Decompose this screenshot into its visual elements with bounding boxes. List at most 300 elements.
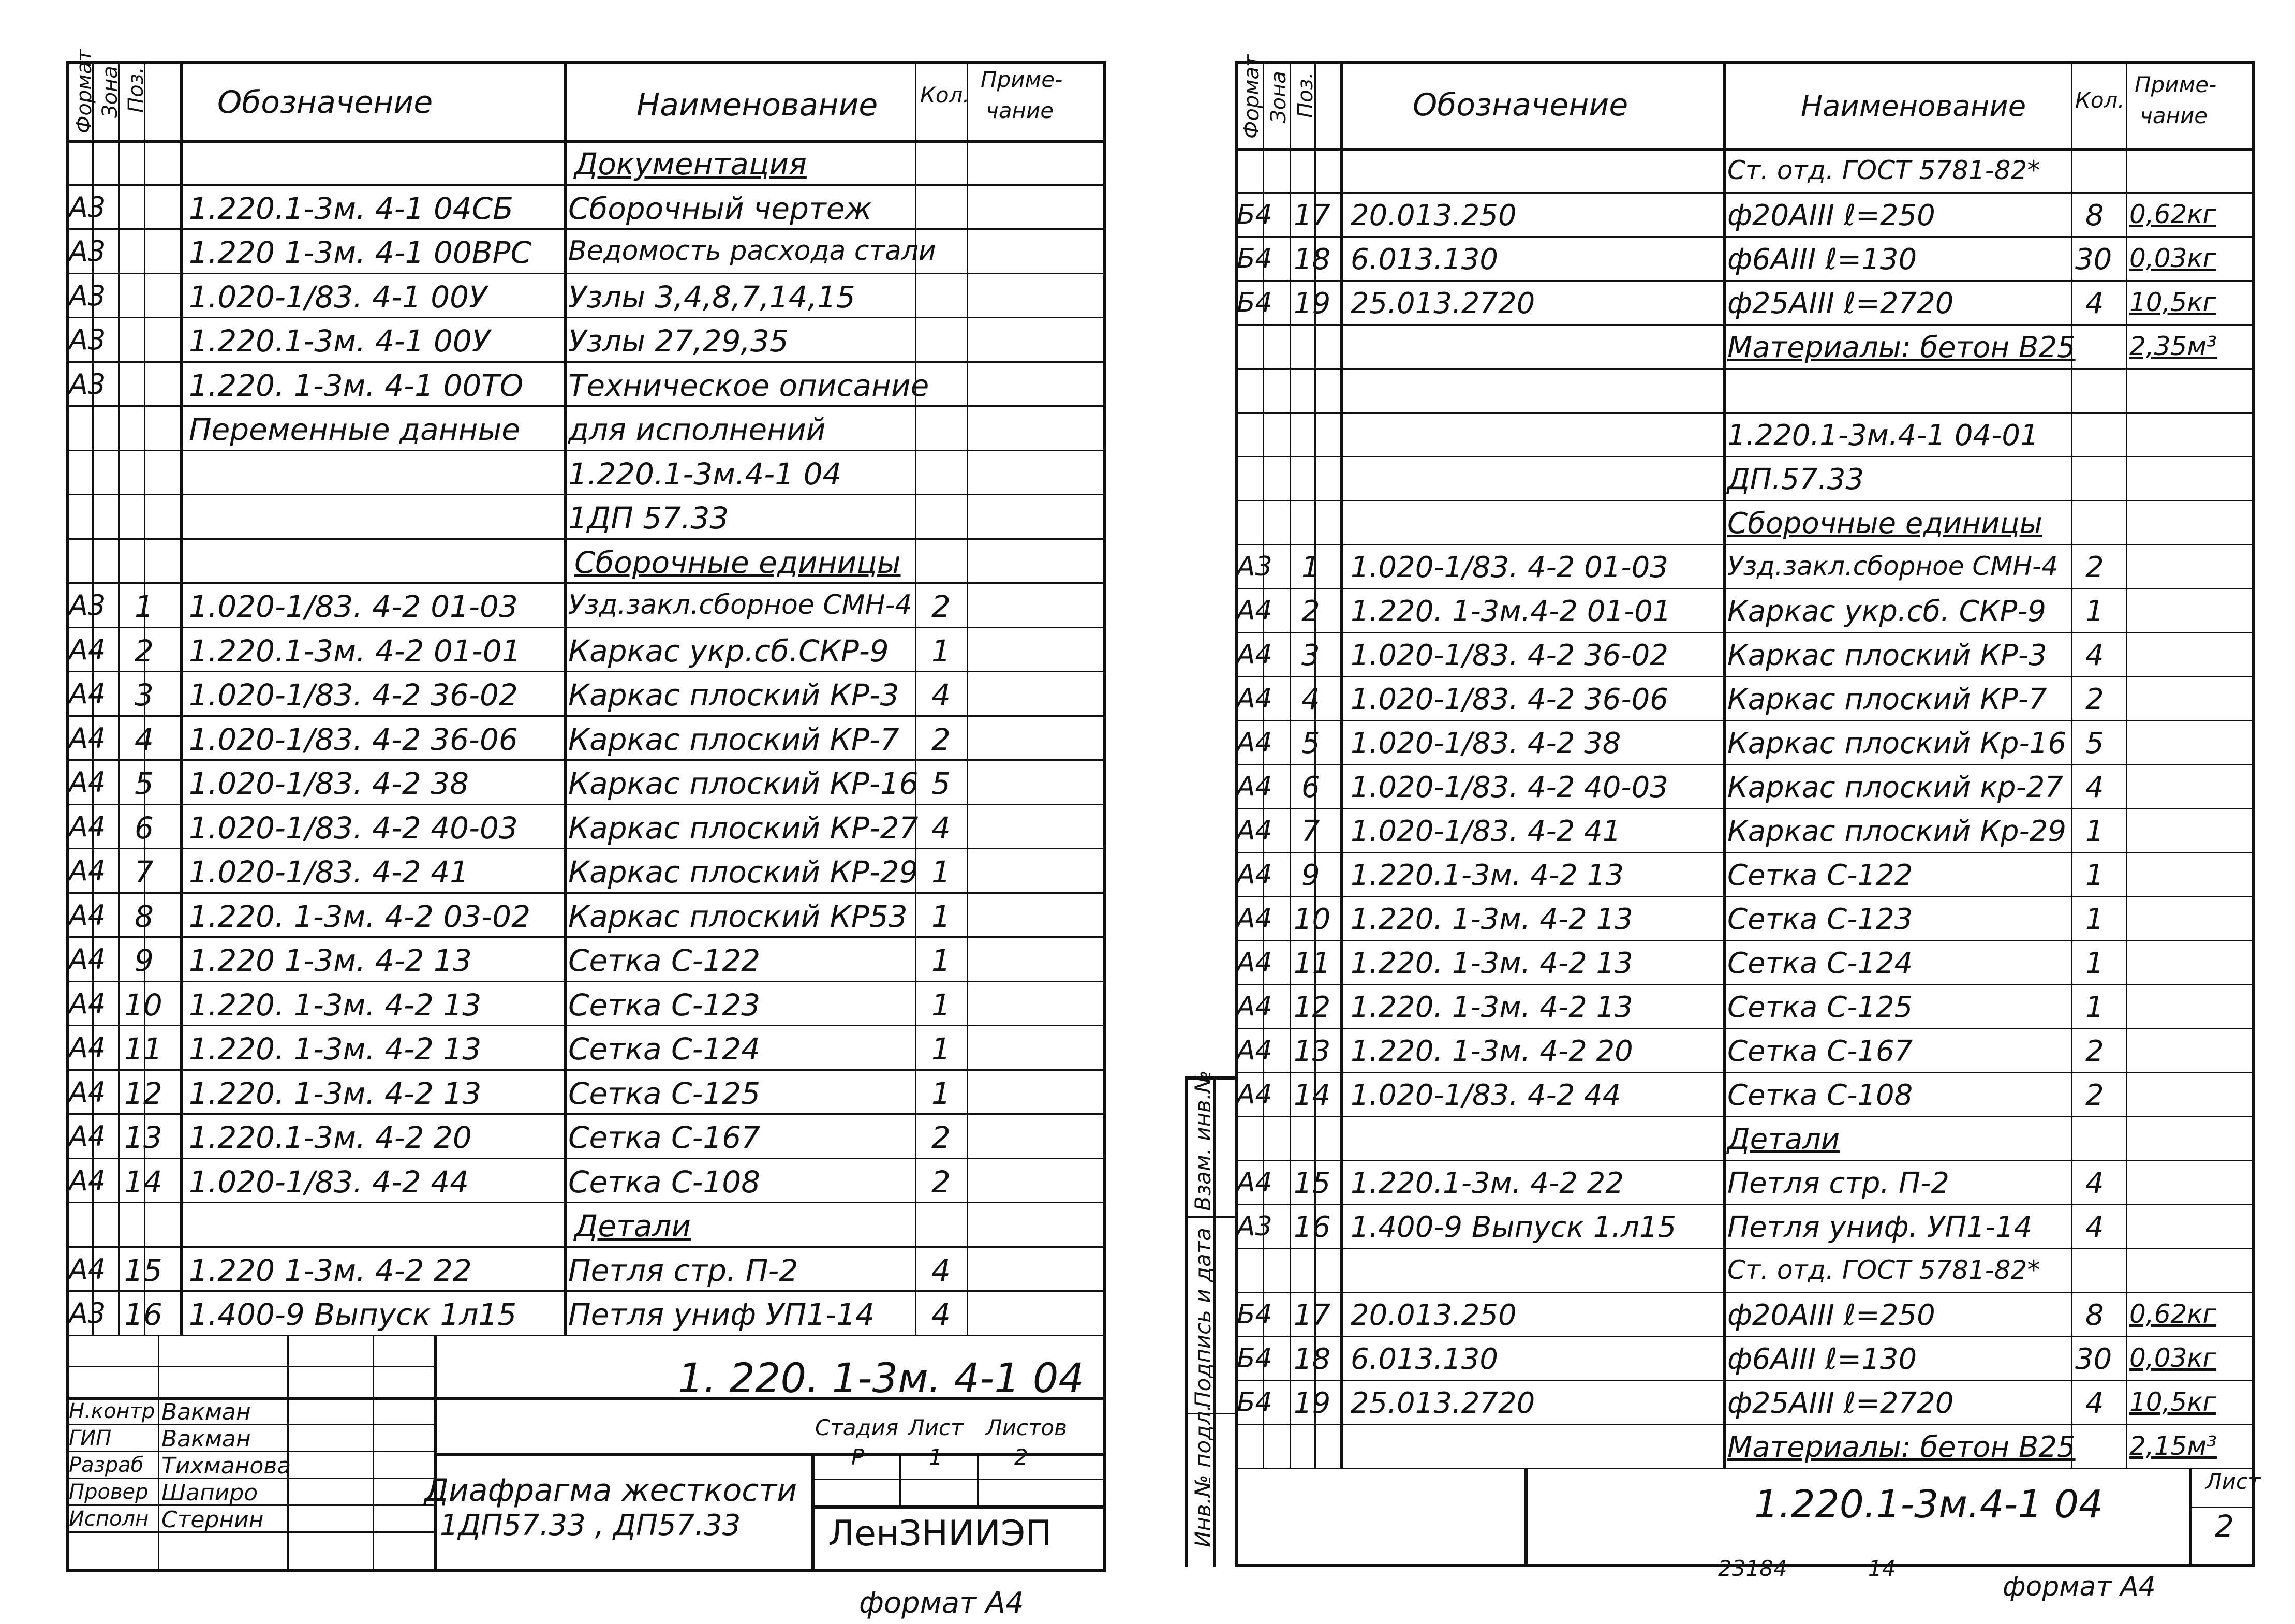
cell-name: Сетка С-108 (568, 1164, 761, 1200)
row-line (66, 1158, 1106, 1159)
cell-pos: 10 (124, 987, 162, 1023)
row-line (1235, 324, 2255, 326)
row-line (1235, 1116, 2255, 1117)
row-line (66, 1025, 1106, 1026)
left-footer-format: формат А4 (859, 1586, 1024, 1620)
cell-format: А4 (1237, 1167, 1272, 1198)
cell-qty: 2 (931, 1164, 951, 1200)
cell-name: Узд.закл.сборное СМН-4 (1727, 551, 2058, 581)
cell-name: Петля стр. П-2 (568, 1252, 798, 1288)
header-zone: Зона (98, 66, 122, 118)
row-line (66, 450, 1106, 451)
cell-pos: 11 (124, 1031, 162, 1067)
stamp-role: ГИП (69, 1426, 112, 1450)
row-line (1235, 632, 2255, 633)
cell-name: Узд.закл.сборное СМН-4 (568, 589, 912, 621)
cell-qty: 2 (2085, 683, 2104, 716)
row-line (66, 892, 1106, 894)
cell-name: ф6АIII ℓ=130 (1727, 1342, 1917, 1376)
cell-format: А3 (69, 367, 106, 401)
cell-qty: 4 (931, 1297, 951, 1332)
sidebar-line (1185, 1216, 1235, 1218)
row-line (1235, 720, 2255, 721)
cell-designation: 25.013.2720 (1351, 1386, 1535, 1420)
cell-designation: 1.020-1/83. 4-1 00У (189, 279, 487, 315)
cell-pos: 14 (1294, 1079, 1331, 1112)
cell-designation: 1.020-1/83. 4-2 01-03 (189, 589, 518, 624)
cell-pos: 12 (1294, 991, 1331, 1024)
row-line (66, 538, 1106, 540)
cell-name: ф20АIII ℓ=250 (1727, 1298, 1935, 1332)
cell-pos: 14 (124, 1164, 162, 1200)
left-stamp-org: ЛенЗНИИЭП (828, 1513, 1052, 1554)
cell-pos: 15 (124, 1252, 162, 1288)
cell-note: 10,5кг (2129, 1387, 2216, 1417)
cell-name: Каркас плоский КР-7 (1727, 683, 2047, 716)
cell-note: 10,5кг (2129, 287, 2216, 317)
cell-pos: 5 (1301, 727, 1320, 760)
cell-qty: 1 (2085, 903, 2104, 936)
row-line (66, 848, 1106, 849)
cell-designation: 1.220. 1-3м. 4-2 13 (1351, 991, 1633, 1024)
row-line (66, 627, 1106, 628)
header-note: Приме- (981, 67, 1063, 92)
header-note-2: чание (986, 98, 1054, 123)
row-line (66, 1246, 1106, 1248)
header-qty: Кол. (2075, 87, 2125, 113)
cell-designation: 1.400-9 Выпуск 1.л15 (1351, 1210, 1677, 1244)
row-line (66, 228, 1106, 230)
stamp-line (2189, 1507, 2255, 1508)
row-line (1235, 984, 2255, 985)
cell-designation: Переменные данные (189, 412, 520, 447)
cell-designation: 6.013.130 (1351, 243, 1499, 276)
cell-name: Каркас плоский КР-3 (1727, 639, 2047, 672)
row-line (66, 405, 1106, 407)
header-qty: Кол. (920, 82, 970, 108)
cell-name: Сетка С-108 (1727, 1079, 1913, 1112)
cell-format: А4 (69, 766, 106, 799)
cell-format: А4 (1237, 727, 1272, 758)
cell-name: Сетка С-122 (568, 943, 761, 978)
cell-designation: 20.013.250 (1351, 1298, 1517, 1332)
cell-format: А4 (69, 677, 106, 710)
cell-qty: 30 (2075, 1342, 2112, 1376)
cell-qty: 1 (931, 987, 951, 1023)
cell-format: А3 (69, 1297, 106, 1330)
cell-name: Сетка С-125 (1727, 991, 1913, 1024)
cell-qty: 4 (2085, 1167, 2104, 1200)
cell-pos: 15 (1294, 1167, 1331, 1200)
stamp-sheet: 1 (929, 1444, 943, 1470)
cell-qty: 2 (931, 589, 951, 624)
right-footer-format: формат А4 (2003, 1571, 2156, 1602)
stamp-stage-header: Стадия (815, 1415, 899, 1440)
cell-format: А4 (1237, 639, 1272, 670)
cell-format: А4 (69, 854, 106, 887)
cell-designation: 1.220 1-3м. 4-1 00ВРС (189, 235, 532, 270)
cell-qty: 8 (2085, 1298, 2104, 1332)
stamp-role: Провер (69, 1480, 149, 1504)
row-line (1235, 1380, 2255, 1381)
cell-designation: 20.013.250 (1351, 199, 1517, 232)
cell-name: Каркас плоский КР-3 (568, 677, 899, 713)
row-line (1235, 940, 2255, 941)
cell-qty: 4 (2085, 639, 2104, 672)
cell-designation: 1.020-1/83. 4-2 40-03 (189, 810, 518, 846)
cell-designation: 1.020-1/83. 4-2 41 (1351, 815, 1621, 848)
cell-format: А4 (69, 1120, 106, 1153)
cell-name: Петля униф. УП1-14 (1727, 1210, 2033, 1244)
cell-designation: 1.220.1-3м. 4-2 20 (189, 1120, 472, 1155)
cell-qty: 2 (2085, 1035, 2104, 1068)
cell-designation: 1.020-1/83. 4-2 01-03 (1351, 551, 1668, 584)
cell-format: Б4 (1237, 1387, 1272, 1418)
cell-pos: 2 (135, 633, 154, 669)
left-stamp-code: 1. 220. 1-3м. 4-1 04 (678, 1355, 1084, 1402)
cell-name: Детали (574, 1208, 691, 1244)
right-footer-num: 23184 (1718, 1556, 1787, 1581)
cell-name: Каркас плоский кр-27 (1727, 771, 2064, 804)
cell-note: 0,62кг (2129, 199, 2216, 229)
cell-designation: 1.220. 1-3м. 4-2 03-02 (189, 898, 530, 934)
header-line (1235, 148, 2255, 151)
row-line (1235, 1160, 2255, 1161)
cell-name: Сетка С-167 (568, 1120, 761, 1155)
cell-qty: 2 (2085, 551, 2104, 584)
cell-name: ф20АIII ℓ=250 (1727, 199, 1935, 232)
cell-name: 1ДП 57.33 (568, 500, 729, 536)
cell-format: А4 (1237, 683, 1272, 714)
row-line (1235, 500, 2255, 501)
cell-name: Техническое описание (568, 367, 929, 403)
stamp-line (977, 1453, 979, 1505)
stamp-name: Тихманова (161, 1452, 291, 1479)
cell-note: 0,62кг (2129, 1299, 2216, 1329)
cell-format: А4 (69, 810, 106, 843)
cell-name: Каркас укр.сб. СКР-9 (1727, 595, 2047, 628)
cell-name: ф25АIII ℓ=2720 (1727, 1386, 1954, 1420)
cell-format: А4 (69, 1252, 106, 1286)
header-note: Приме- (2135, 72, 2217, 97)
stamp-line (434, 1453, 1106, 1456)
stamp-line (899, 1453, 901, 1505)
cell-pos: 18 (1294, 1342, 1331, 1376)
cell-format: А4 (1237, 859, 1272, 890)
cell-pos: 11 (1294, 947, 1331, 980)
cell-pos: 12 (124, 1075, 162, 1111)
cell-pos: 6 (135, 810, 154, 846)
row-line (1235, 1468, 2255, 1469)
cell-designation: 1.020-1/83. 4-2 38 (189, 766, 469, 801)
row-line (66, 671, 1106, 672)
cell-designation: 1.220. 1-3м. 4-2 13 (189, 987, 482, 1023)
cell-qty: 4 (931, 677, 951, 713)
cell-pos: 6 (1301, 771, 1320, 804)
col-line (564, 61, 567, 1335)
cell-qty: 1 (2085, 595, 2104, 628)
cell-name: Каркас плоский КР53 (568, 898, 908, 934)
cell-format: А4 (1237, 903, 1272, 934)
cell-format: А3 (69, 235, 106, 268)
cell-designation: 1.400-9 Выпуск 1л15 (189, 1297, 517, 1332)
stamp-line (2189, 1468, 2192, 1567)
cell-qty: 1 (931, 1031, 951, 1067)
stamp-stage: Р (851, 1444, 865, 1470)
cell-format: Б4 (1237, 199, 1272, 230)
header-format: Формат (1240, 54, 1264, 139)
cell-pos: 16 (1294, 1210, 1331, 1244)
cell-name: Сборочные единицы (574, 544, 901, 580)
cell-qty: 4 (2085, 1210, 2104, 1244)
cell-qty: 1 (2085, 815, 2104, 848)
cell-name: Сетка С-123 (1727, 903, 1913, 936)
cell-name: Каркас плоский КР-27 (568, 810, 919, 846)
stamp-role: Разраб (69, 1453, 144, 1477)
row-line (1235, 1292, 2255, 1293)
row-line (1235, 1248, 2255, 1249)
row-line (1235, 192, 2255, 194)
cell-pos: 1 (135, 589, 154, 624)
cell-qty: 2 (931, 1120, 951, 1155)
cell-designation: 1.220. 1-3м. 4-2 13 (1351, 947, 1633, 980)
cell-format: А4 (69, 943, 106, 976)
cell-format: А4 (1237, 771, 1272, 802)
stamp-line (158, 1335, 159, 1573)
cell-qty: 4 (2085, 287, 2104, 320)
cell-pos: 18 (1294, 243, 1331, 276)
row-line (66, 1202, 1106, 1203)
cell-designation: 6.013.130 (1351, 1342, 1499, 1376)
cell-qty: 1 (931, 633, 951, 669)
cell-name: Детали (1727, 1123, 1840, 1156)
row-line (66, 494, 1106, 495)
cell-name: Ведомость расхода стали (568, 235, 936, 267)
cell-qty: 1 (2085, 859, 2104, 892)
cell-designation: 1.020-1/83. 4-2 38 (1351, 727, 1621, 760)
col-line (967, 61, 968, 1335)
cell-qty: 8 (2085, 199, 2104, 232)
header-name: Наименование (636, 87, 878, 123)
cell-designation: 1.220. 1-3м. 4-2 20 (1351, 1035, 1633, 1068)
cell-format: А3 (69, 279, 106, 312)
cell-name: ф6АIII ℓ=130 (1727, 243, 1917, 276)
cell-name: ф25АIII ℓ=2720 (1727, 287, 1954, 320)
cell-name: Узлы 27,29,35 (568, 323, 789, 359)
cell-note: 2,15м³ (2129, 1431, 2217, 1461)
cell-name: Узлы 3,4,8,7,14,15 (568, 279, 855, 315)
cell-format: А4 (1237, 1035, 1272, 1066)
header-designation: Обозначение (1413, 87, 1628, 123)
row-line (1235, 236, 2255, 238)
row-line (66, 184, 1106, 186)
cell-qty: 1 (931, 943, 951, 978)
row-line (66, 1069, 1106, 1071)
row-line (1235, 280, 2255, 282)
header-note-2: чание (2140, 103, 2208, 128)
cell-pos: 7 (1301, 815, 1320, 848)
cell-note: 0,03кг (2129, 1343, 2216, 1373)
cell-name: Сетка С-122 (1727, 859, 1913, 892)
cell-designation: 1.220.1-3м. 4-1 00У (189, 323, 491, 359)
cell-designation: 1.020-1/83. 4-2 40-03 (1351, 771, 1668, 804)
cell-name: Петля униф УП1-14 (568, 1297, 875, 1332)
cell-name: Каркас плоский Кр-29 (1727, 815, 2066, 848)
cell-pos: 1 (1301, 551, 1320, 584)
cell-format: А4 (69, 633, 106, 666)
row-line (1235, 896, 2255, 897)
cell-qty: 1 (2085, 991, 2104, 1024)
cell-format: А3 (69, 589, 106, 622)
stamp-name: Шапиро (161, 1479, 258, 1506)
cell-designation: 25.013.2720 (1351, 287, 1535, 320)
cell-qty: 1 (931, 898, 951, 934)
cell-designation: 1.220 1-3м. 4-2 13 (189, 943, 472, 978)
cell-format: А4 (1237, 947, 1272, 978)
row-line (1235, 1336, 2255, 1337)
row-line (1235, 852, 2255, 853)
row-line (66, 715, 1106, 717)
stamp-line (811, 1453, 815, 1573)
cell-pos: 7 (135, 854, 154, 890)
right-stamp-sheet: 2 (2215, 1509, 2234, 1544)
cell-designation: 1.020-1/83. 4-2 36-06 (1351, 683, 1668, 716)
cell-qty: 1 (931, 1075, 951, 1111)
cell-qty: 2 (931, 721, 951, 757)
row-line (1235, 544, 2255, 545)
cell-designation: 1.220. 1-3м. 4-2 13 (1351, 903, 1633, 936)
cell-pos: 8 (135, 898, 154, 934)
cell-designation: 1.020-1/83. 4-2 44 (189, 1164, 469, 1200)
cell-format: А4 (69, 987, 106, 1020)
header-format: Формат (72, 49, 96, 134)
sidebar-line (1185, 1076, 1188, 1567)
row-line (66, 317, 1106, 318)
cell-note: 0,03кг (2129, 243, 2216, 273)
cell-format: А4 (69, 898, 106, 932)
cell-pos: 5 (135, 766, 154, 801)
cell-format: А4 (69, 1075, 106, 1109)
cell-name: Сетка С-124 (568, 1031, 761, 1067)
right-stamp-code: 1.220.1-3м.4-1 04 (1754, 1482, 2104, 1527)
cell-pos: 9 (135, 943, 154, 978)
cell-name: Сборочный чертеж (568, 190, 872, 226)
row-line (1235, 412, 2255, 414)
cell-name: Сетка С-125 (568, 1075, 761, 1111)
cell-qty: 1 (931, 854, 951, 890)
cell-qty: 4 (931, 810, 951, 846)
stamp-name: Вакман (161, 1398, 251, 1425)
cell-qty: 30 (2075, 243, 2112, 276)
cell-name: ДП.57.33 (1727, 463, 1864, 496)
cell-designation: 1.020-1/83. 4-2 36-02 (189, 677, 518, 713)
left-stamp-title2: 1ДП57.33 , ДП57.33 (440, 1509, 741, 1542)
cell-name: 1.220.1-3м.4-1 04 (568, 456, 842, 492)
cell-pos: 19 (1294, 287, 1331, 320)
header-pos: Поз. (124, 67, 148, 113)
stamp-sheets-header: Листов (986, 1415, 1067, 1440)
stamp-line (66, 1366, 434, 1367)
cell-name: для исполнений (568, 412, 826, 447)
cell-pos: 17 (1294, 199, 1331, 232)
cell-format: А3 (1237, 551, 1272, 582)
row-line (66, 361, 1106, 363)
cell-pos: 3 (135, 677, 154, 713)
row-line (1235, 764, 2255, 765)
row-line (66, 936, 1106, 938)
right-footer-num2: 14 (1868, 1556, 1896, 1581)
cell-name: Документация (574, 146, 807, 182)
cell-designation: 1.220. 1-3м. 4-2 13 (189, 1075, 482, 1111)
cell-name: Каркас плоский КР-7 (568, 721, 899, 757)
cell-format: А4 (1237, 815, 1272, 846)
row-line (1235, 1072, 2255, 1073)
row-line (66, 582, 1106, 584)
cell-name: Ст. отд. ГОСТ 5781-82* (1727, 1255, 2040, 1285)
cell-pos: 4 (135, 721, 154, 757)
cell-name: Каркас плоский КР-16 (568, 766, 919, 801)
stamp-line (811, 1479, 1106, 1480)
cell-format: А4 (1237, 991, 1272, 1022)
stamp-sheet-header: Лист (908, 1415, 964, 1440)
cell-designation: 1.220 1-3м. 4-2 22 (189, 1252, 472, 1288)
cell-format: А4 (1237, 1079, 1272, 1110)
cell-name: Материалы: бетон В25 (1727, 331, 2076, 364)
cell-name: Петля стр. П-2 (1727, 1167, 1949, 1200)
row-line (1235, 1204, 2255, 1205)
cell-designation: 1.220.1-3м. 4-2 01-01 (189, 633, 521, 669)
cell-format: А3 (1237, 1211, 1272, 1242)
col-line (180, 61, 183, 1335)
cell-pos: 13 (1294, 1035, 1331, 1068)
cell-qty: 4 (931, 1252, 951, 1288)
left-stamp-title: Диафрагма жесткости (424, 1472, 797, 1509)
cell-qty: 1 (2085, 947, 2104, 980)
cell-pos: 17 (1294, 1298, 1331, 1332)
stamp-name: Вакман (161, 1425, 251, 1452)
cell-designation: 1.020-1/83. 4-2 36-06 (189, 721, 518, 757)
cell-qty: 5 (931, 766, 951, 801)
row-line (66, 759, 1106, 761)
cell-format: Б4 (1237, 243, 1272, 274)
cell-designation: 1.020-1/83. 4-2 41 (189, 854, 469, 890)
cell-note: 2,35м³ (2129, 331, 2217, 361)
stamp-name: Стернин (161, 1506, 264, 1533)
stamp-line (811, 1505, 1106, 1509)
row-line (66, 804, 1106, 805)
stamp-line (373, 1335, 374, 1573)
cell-name: Каркас плоский Кр-16 (1727, 727, 2066, 760)
cell-designation: 1.220.1-3м. 4-2 22 (1351, 1167, 1624, 1200)
cell-name: Каркас плоский КР-29 (568, 854, 919, 890)
cell-name: Сборочные единицы (1727, 507, 2042, 540)
row-line (1235, 808, 2255, 809)
row-line (1235, 676, 2255, 677)
row-line (66, 1335, 1106, 1336)
header-designation: Обозначение (217, 84, 433, 121)
cell-format: А4 (69, 1031, 106, 1064)
cell-format: А4 (1237, 595, 1272, 626)
cell-qty: 4 (2085, 1386, 2104, 1420)
cell-pos: 16 (124, 1297, 162, 1332)
cell-name: Каркас укр.сб.СКР-9 (568, 633, 889, 669)
cell-format: А3 (69, 190, 106, 224)
header-pos: Поз. (1294, 72, 1317, 118)
cell-designation: 1.020-1/83. 4-2 36-02 (1351, 639, 1668, 672)
cell-name: 1.220.1-3м.4-1 04-01 (1727, 419, 2039, 452)
col-line (118, 61, 120, 1335)
row-line (1235, 456, 2255, 457)
